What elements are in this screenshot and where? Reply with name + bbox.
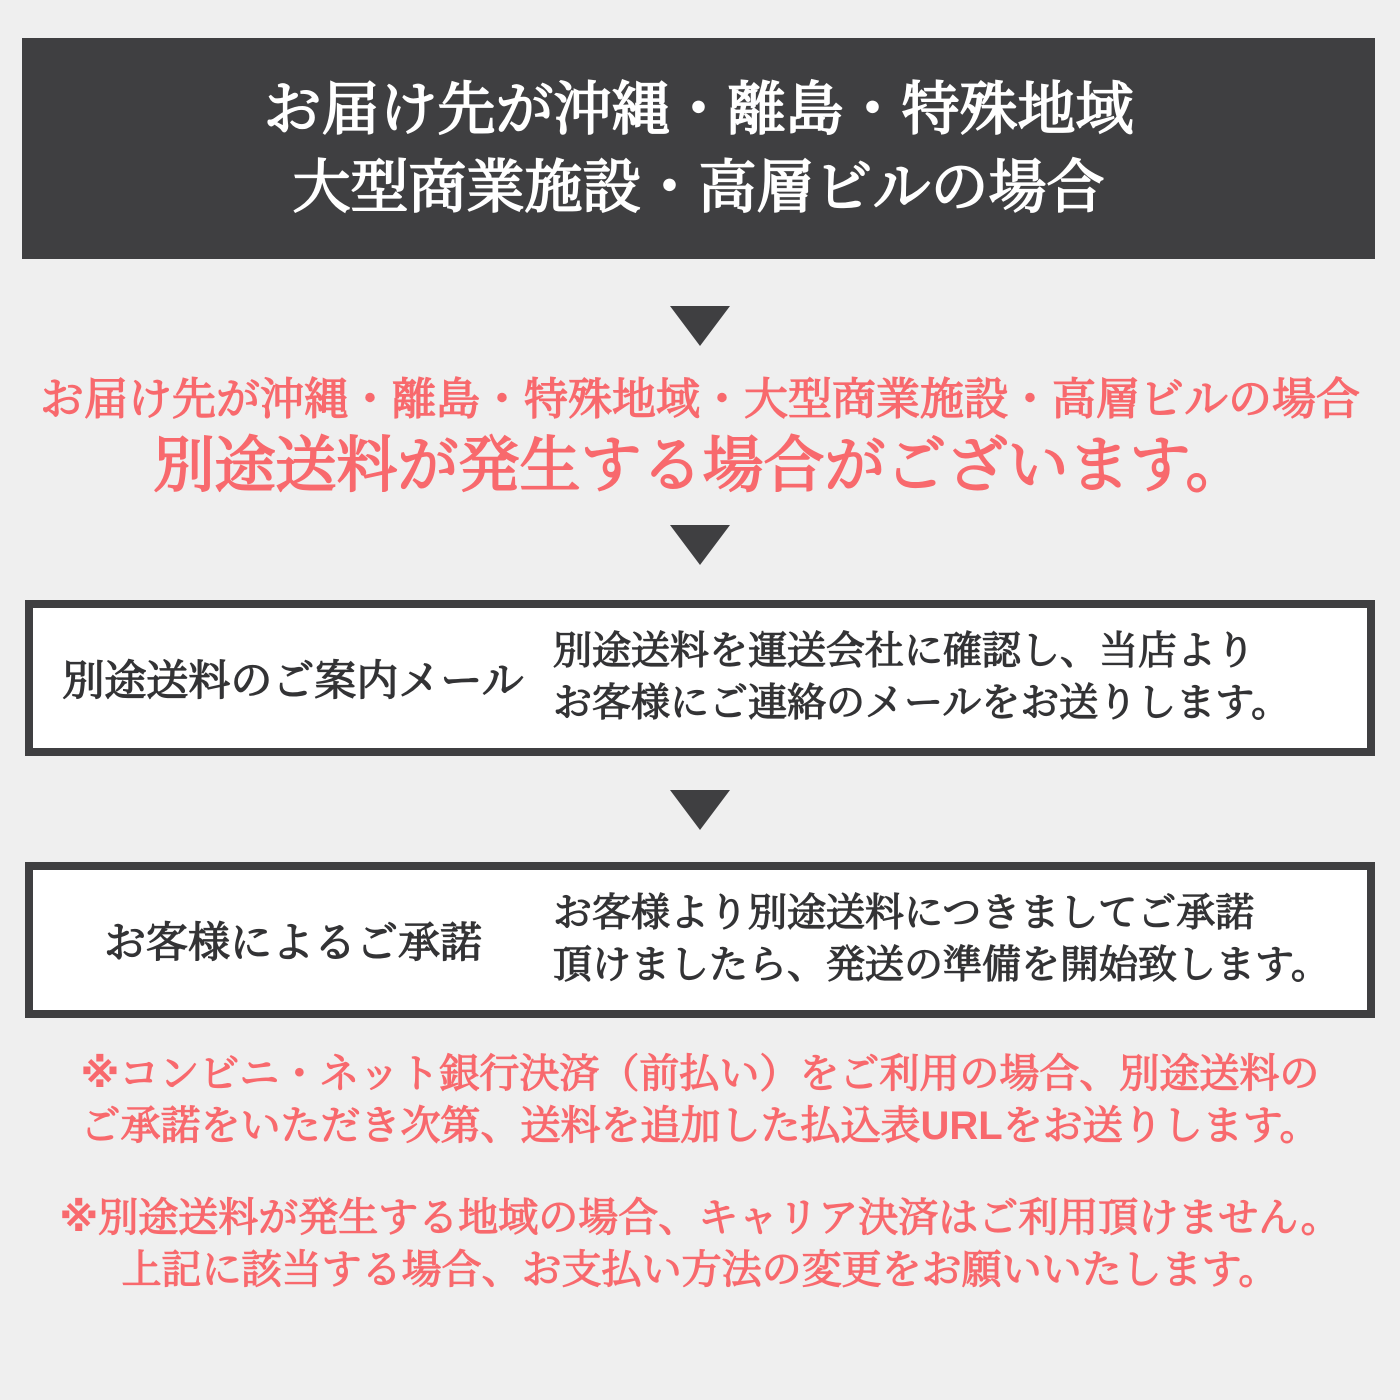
header-banner [22,38,1375,259]
note-line: ご承諾をいただき次第、送料を追加した払込表URLをお送りします。 [80,1104,1320,1148]
step-label: お客様によるご承諾 [103,919,482,966]
step-description [553,888,1367,992]
header-title-line1: お届け先が沖縄・離島・特殊地域 [263,76,1134,142]
note-line: ※コンビニ・ネット銀行決済（前払い）をご利用の場合、別途送料の [80,1052,1320,1096]
step-box-customer-approval [25,862,1375,1018]
step-box-shipping-mail [25,600,1375,756]
note-carrier-payment [0,1192,1400,1296]
step-description-line1: お客様より別途送料につきましてご承諾 [553,892,1255,935]
note-prepaid-payment [0,1048,1400,1152]
note-line: ※別途送料が発生する地域の場合、キャリア決済はご利用頂けません。 [59,1196,1341,1240]
down-arrow-icon [670,306,730,346]
notice-subtitle: お届け先が沖縄・離島・特殊地域・大型商業施設・高層ビルの場合 [40,375,1360,424]
step-description-line2: お客様にご連絡のメールをお送りします。 [553,682,1291,725]
notice-title: 別途送料が発生する場合がございます。 [153,431,1247,499]
down-arrow-icon [670,525,730,565]
step-description-line2: 頂けましたら、発送の準備を開始致します。 [553,944,1330,987]
down-arrow-icon [670,790,730,830]
note-line: 上記に該当する場合、お支払い方法の変更をお願いいたします。 [121,1248,1279,1292]
step-label: 別途送料のご案内メール [62,657,524,704]
footnotes-section [0,1048,1400,1336]
step-description-line1: 別途送料を運送会社に確認し、当店より [553,630,1256,673]
step-description [553,626,1367,730]
header-title-line2: 大型商業施設・高層ビルの場合 [292,154,1105,220]
notice-section [0,375,1400,497]
